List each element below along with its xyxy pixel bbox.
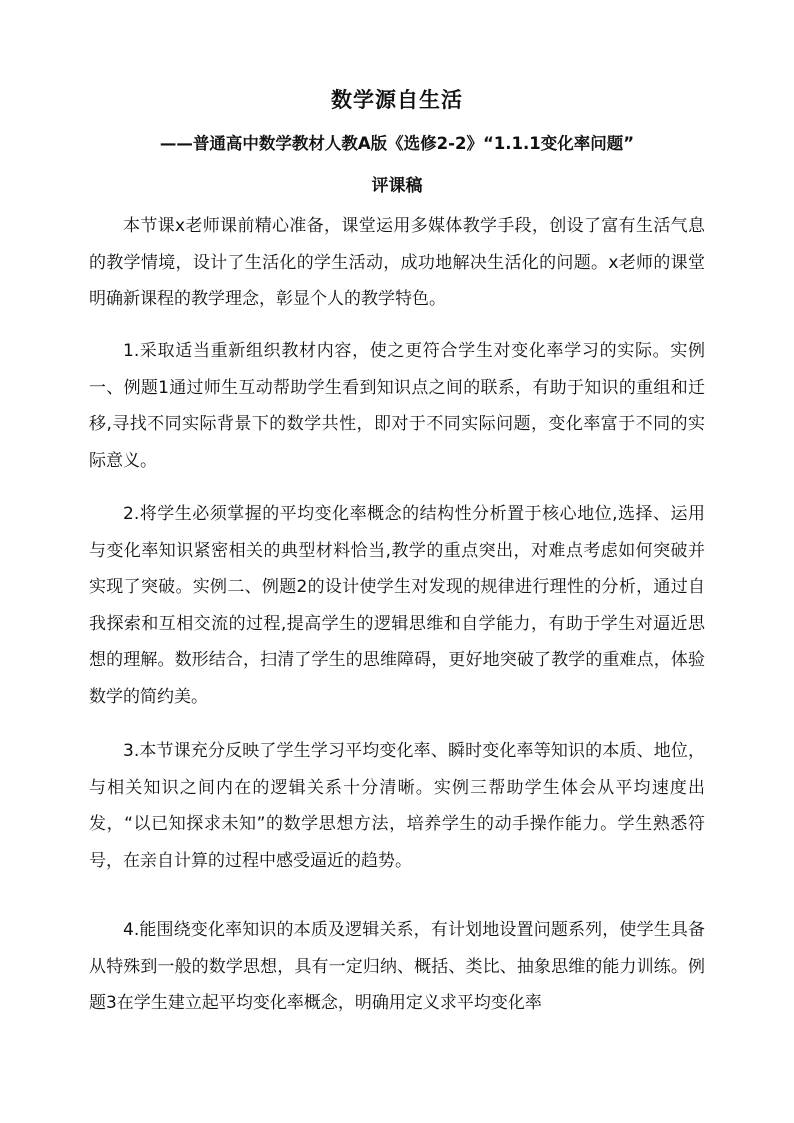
document-heading: 评课稿 bbox=[371, 176, 423, 196]
paragraph-point-1: 1.采取适当重新组织教材内容，使之更符合学生对变化率学习的实际。实例一、例题1通过师生互动帮助学生看到知识点之间的联系，有助于知识的重组和迁移,寻找不同实际背景下的数学共性，即对于不同实际问题，变化率富于不同的实际意义。 bbox=[89, 341, 705, 471]
document-title: 数学源自生活 bbox=[331, 88, 463, 112]
paragraph-point-2: 2.将学生必须掌握的平均变化率概念的结构性分析置于核心地位,选择、运用与变化率知识紧密相关的典型材料恰当,教学的重点突出，对难点考虑如何突破并实现了突破。实例二、例题2的设计使学生对发现的规律进行理性的分析，通过自我探索和互相交流的过程,提高学生的逻辑思维和自学能力，有助于学生对逼近思想的理解。数形结合，扫清了学生的思维障碍，更好地突破了教学的重难点，体验数学的简约美。 bbox=[89, 504, 705, 707]
paragraph-point-3: 3.本节课充分反映了学生学习平均变化率、瞬时变化率等知识的本质、地位，与相关知识之间内在的逻辑关系十分清晰。实例三帮助学生体会从平均速度出发，“以已知探求未知”的数学思想方法，培养学生的动手操作能力。学生熟悉符号，在亲自计算的过程中感受逼近的趋势。 bbox=[89, 741, 705, 871]
paragraph-intro: 本节课x老师课前精心准备，课堂运用多媒体教学手段，创设了富有生活气息的教学情境，设计了生活化的学生活动，成功地解决生活化的问题。x老师的课堂明确新课程的教学理念，彰显个人的教学特色。 bbox=[89, 216, 705, 309]
document-subtitle: ——普通高中数学教材人教A版《选修2-2》“1.1.1变化率问题” bbox=[159, 134, 635, 153]
paragraph-point-4: 4.能围绕变化率知识的本质及逻辑关系，有计划地设置问题系列，使学生具备从特殊到一般的数学思想，具有一定归纳、概括、类比、抽象思维的能力训练。例题3在学生建立起平均变化率概念，明确用定义求平均变化率 bbox=[89, 920, 705, 1013]
